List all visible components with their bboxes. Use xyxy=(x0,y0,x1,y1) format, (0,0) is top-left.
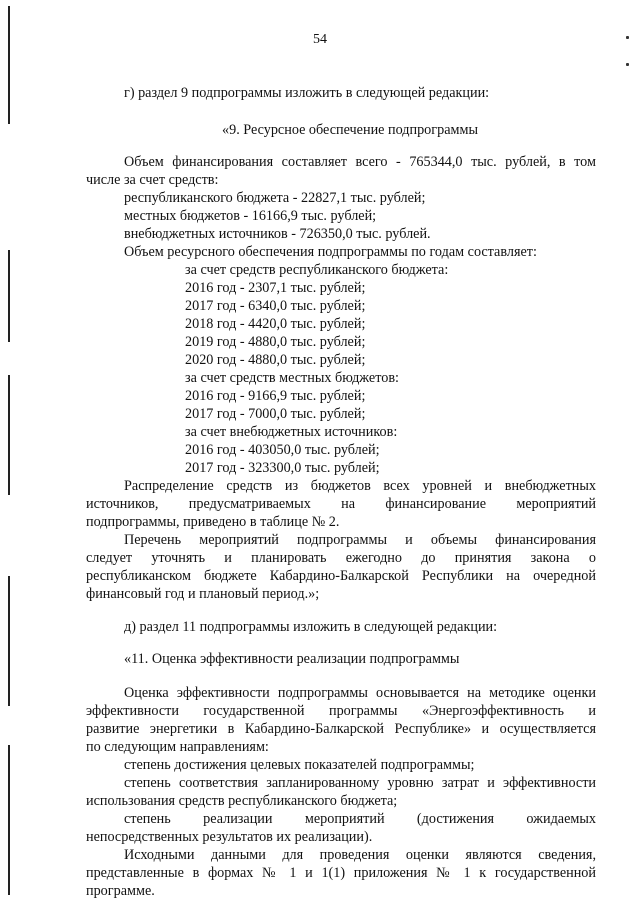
section-g-instruction: г) раздел 9 подпрограммы изложить в следующей редакции: xyxy=(124,85,490,101)
year-item: 2016 год - 9166,9 тыс. рублей; xyxy=(185,388,366,404)
source-item: местных бюджетов - 16166,9 тыс. рублей; xyxy=(124,208,377,224)
by-years-intro: Объем ресурсного обеспечения подпрограммы по годам составляет: xyxy=(124,244,537,260)
republican-budget-label: за счет средств республиканского бюджета: xyxy=(185,262,449,278)
distribution-line: источников, предусматриваемых на финансирование мероприятий xyxy=(86,496,596,512)
direction-item: степень реализации мероприятий (достижения ожидаемых xyxy=(124,811,596,827)
intro-line: числе за счет средств: xyxy=(86,172,219,188)
direction-item: непосредственных результатов их реализации). xyxy=(86,829,373,845)
year-item: 2020 год - 4880,0 тыс. рублей; xyxy=(185,352,366,368)
direction-item: степень достижения целевых показателей подпрограммы; xyxy=(124,757,475,773)
paragraph-line: развитие энергетики в Кабардино-Балкарской Республике» и осуществляется xyxy=(86,721,596,737)
section-9-heading: «9. Ресурсное обеспечение подпрограммы xyxy=(222,122,478,138)
distribution-line: Распределение средств из бюджетов всех уровней и внебюджетных xyxy=(124,478,596,494)
distribution-line: подпрограммы, приведено в таблице № 2. xyxy=(86,514,340,530)
paragraph-line: эффективности государственной программы «Энергоэффективность и xyxy=(86,703,596,719)
left-margin-line xyxy=(8,6,10,124)
source-item: республиканского бюджета - 22827,1 тыс. рублей; xyxy=(124,190,426,206)
list-note-line: следует уточнять и планировать ежегодно до принятия закона о xyxy=(86,550,596,566)
paragraph-line: по следующим направлениям: xyxy=(86,739,269,755)
scan-speck xyxy=(626,63,629,66)
page-number: 54 xyxy=(313,32,327,47)
year-item: 2016 год - 403050,0 тыс. рублей; xyxy=(185,442,380,458)
section-11-heading: «11. Оценка эффективности реализации подпрограммы xyxy=(124,651,460,667)
section-d-instruction: д) раздел 11 подпрограммы изложить в следующей редакции: xyxy=(124,619,498,635)
left-margin-line xyxy=(8,745,10,895)
year-item: 2017 год - 7000,0 тыс. рублей; xyxy=(185,406,366,422)
year-item: 2019 год - 4880,0 тыс. рублей; xyxy=(185,334,366,350)
year-item: 2017 год - 6340,0 тыс. рублей; xyxy=(185,298,366,314)
year-item: 2016 год - 2307,1 тыс. рублей; xyxy=(185,280,366,296)
source-data-line: программе. xyxy=(86,883,155,899)
list-note-line: Перечень мероприятий подпрограммы и объемы финансирования xyxy=(124,532,596,548)
local-budget-label: за счет средств местных бюджетов: xyxy=(185,370,399,386)
left-margin-line xyxy=(8,375,10,495)
source-item: внебюджетных источников - 726350,0 тыс. рублей. xyxy=(124,226,431,242)
source-data-line: Исходными данными для проведения оценки являются сведения, xyxy=(124,847,596,863)
year-item: 2017 год - 323300,0 тыс. рублей; xyxy=(185,460,380,476)
left-margin-line xyxy=(8,250,10,342)
direction-item: степень соответствия запланированному уровню затрат и эффективности xyxy=(124,775,596,791)
extrabudgetary-label: за счет внебюджетных источников: xyxy=(185,424,398,440)
intro-line: Объем финансирования составляет всего - 765344,0 тыс. рублей, в том xyxy=(124,154,596,170)
list-note-line: республиканском бюджете Кабардино-Балкарской Республики на очередной xyxy=(86,568,596,584)
left-margin-line xyxy=(8,576,10,706)
list-note-line: финансовый год и плановый период.»; xyxy=(86,586,320,602)
paragraph-line: Оценка эффективности подпрограммы основывается на методике оценки xyxy=(124,685,596,701)
direction-item: использования средств республиканского бюджета; xyxy=(86,793,398,809)
year-item: 2018 год - 4420,0 тыс. рублей; xyxy=(185,316,366,332)
source-data-line: представленные в формах № 1 и 1(1) приложения № 1 к государственной xyxy=(86,865,596,881)
